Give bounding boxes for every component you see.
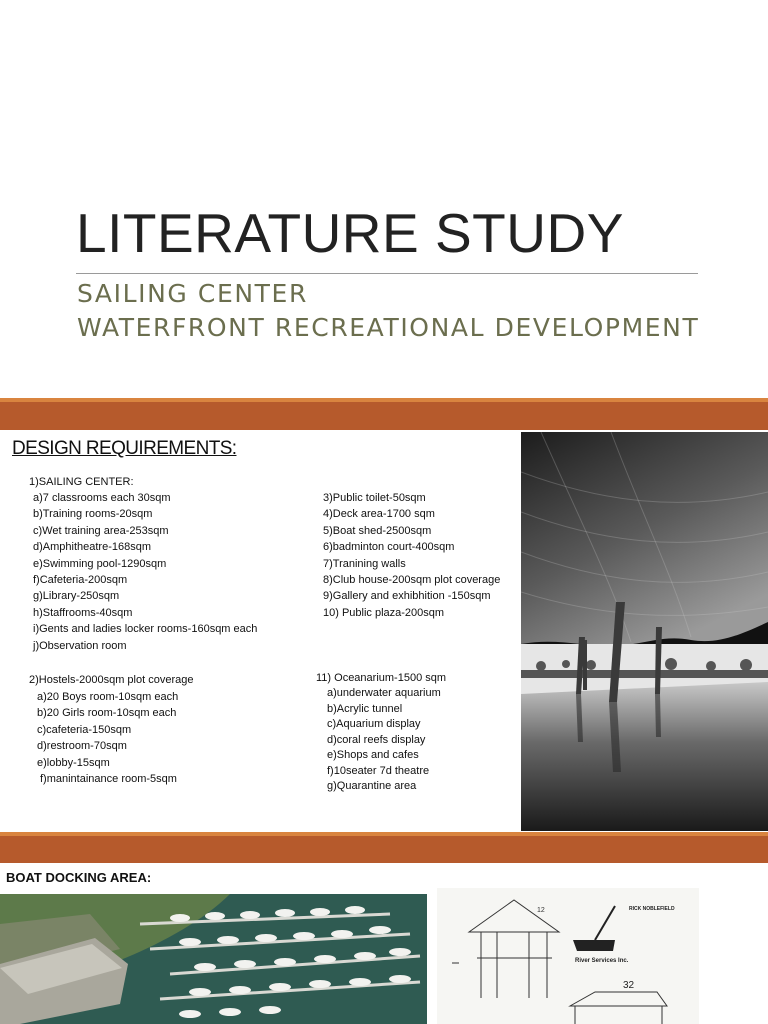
sailing-center-list	[33, 490, 257, 654]
list-item: a)underwater aquarium	[327, 687, 441, 699]
list-item: h)Staffrooms-40sqm	[33, 606, 133, 619]
list-item: b)Acrylic tunnel	[327, 702, 403, 715]
list-item: c)cafeteria-150sqm	[37, 723, 132, 736]
sailing-center-title: 1)SAILING CENTER:	[29, 476, 134, 488]
divider-band	[0, 402, 768, 430]
hostels-list	[37, 689, 178, 787]
list-item: 9)Gallery and exhibhition -150sqm	[323, 590, 491, 603]
list-item: i)Gents and ladies locker rooms-160sqm each	[33, 623, 258, 636]
list-item: e)lobby-15sqm	[37, 756, 110, 769]
list-item: c)Aquarium display	[327, 718, 421, 730]
list-item: f)manintainance room-5sqm	[40, 773, 177, 786]
list-item: 3)Public toilet-50sqm	[323, 492, 426, 504]
list-item: f)Cafeteria-200sqm	[33, 574, 128, 587]
list-item: 5)Boat shed-2500sqm	[323, 524, 432, 537]
subtitle-waterfront: WATERFRONT RECREATIONAL DEVELOPMENT	[77, 313, 700, 342]
title-slide	[0, 0, 768, 398]
oceanarium-list	[327, 686, 441, 795]
dock-structure-drawing	[437, 888, 699, 1024]
list-item: e)Shops and cafes	[327, 749, 419, 761]
list-item: f)10seater 7d theatre	[327, 764, 430, 777]
drawing-number-32: 32	[623, 980, 635, 991]
boat-docking-heading: BOAT DOCKING AREA:	[6, 870, 152, 885]
oceanarium-title: 11) Oceanarium-1500 sqm	[316, 672, 447, 684]
list-item: a)20 Boys room-10sqm each	[37, 691, 179, 703]
list-item: g)Library-250sqm	[33, 590, 120, 603]
list-item: c)Wet training area-253sqm	[33, 524, 169, 537]
list-item: 6)badminton court-400sqm	[323, 541, 455, 554]
page-title: LITERATURE STUDY	[76, 202, 624, 264]
list-item: 8)Club house-200sqm plot coverage	[323, 574, 501, 587]
design-requirements-heading: DESIGN REQUIREMENTS:	[12, 438, 237, 459]
list-item: d)coral reefs display	[327, 733, 426, 746]
list-item: 7)Tranining walls	[323, 557, 406, 570]
list-item: g)Quarantine area	[327, 780, 417, 792]
facilities-list	[323, 490, 500, 621]
list-item: d)restroom-70sqm	[37, 740, 127, 753]
title-divider	[76, 273, 698, 274]
drawing-company-name: River Services Inc.	[575, 958, 629, 964]
hostels-title: 2)Hostels-2000sqm plot coverage	[29, 674, 194, 686]
divider-band-2	[0, 836, 768, 863]
drawing-contact-name: RICK NOBLEFIELD	[629, 906, 675, 912]
list-item: 4)Deck area-1700 sqm	[323, 508, 435, 521]
drawing-number-12: 12	[537, 907, 545, 914]
list-item: j)Observation room	[33, 639, 127, 652]
marina-aerial-photo	[0, 894, 427, 1024]
subtitle-sailing-center: SAILING CENTER	[77, 279, 308, 308]
list-item: 10) Public plaza-200sqm	[323, 606, 445, 619]
list-item: e)Swimming pool-1290sqm	[33, 557, 167, 570]
list-item: b)20 Girls room-10sqm each	[37, 707, 177, 720]
list-item: d)Amphitheatre-168sqm	[33, 541, 152, 554]
canopy-structure-photo	[521, 432, 768, 831]
list-item: b)Training rooms-20sqm	[33, 508, 153, 521]
list-item: a)7 classrooms each 30sqm	[33, 492, 171, 504]
